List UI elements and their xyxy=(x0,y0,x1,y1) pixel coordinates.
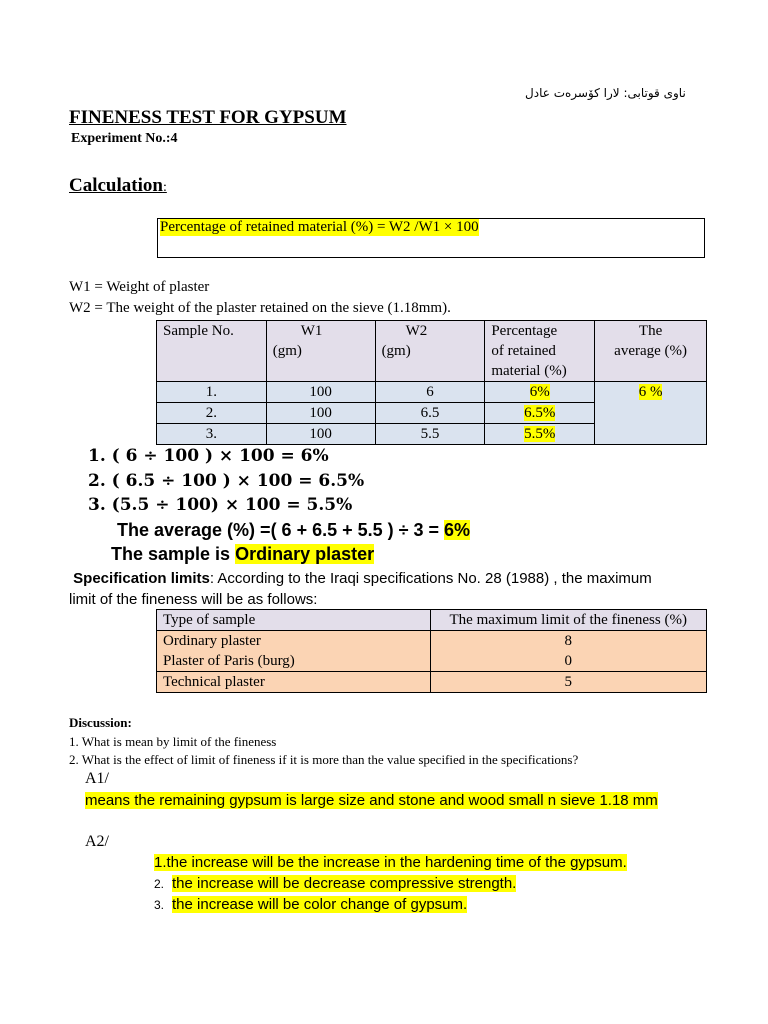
question-2: 2. What is the effect of limit of fineness if it is more than the value specified in the specifications? xyxy=(69,752,579,767)
sample-type-result: Ordinary plaster xyxy=(235,544,375,564)
formula-text: Percentage of retained material (%) = W2 /W1 × 100 xyxy=(160,219,479,235)
header-type: Type of sample xyxy=(157,610,431,631)
sample-type-line: The sample is Ordinary plaster xyxy=(111,544,375,564)
equation-3: 3. (5.5 ÷ 100) × 100 = 5.5% xyxy=(88,495,353,515)
table-row xyxy=(157,631,707,672)
table-row xyxy=(157,382,707,403)
average-cell: 6 % xyxy=(595,382,707,445)
calculation-heading-text: Calculation xyxy=(69,175,163,196)
w1-definition: W1 = Weight of plaster xyxy=(69,279,210,295)
w2-cell: 6.5 xyxy=(375,403,485,424)
header-percentage: Percentage of retained material (%) xyxy=(485,321,595,382)
w2-cell: 5.5 xyxy=(375,424,485,445)
value-cell: 0 xyxy=(564,653,572,669)
results-table xyxy=(156,320,707,445)
equation-1: 1. ( 6 ÷ 100 ) × 100 = 6% xyxy=(88,446,329,466)
answer-2-item: 2. the increase will be decrease compressive strength. xyxy=(154,875,517,892)
specification-paragraph xyxy=(69,568,669,610)
header-max-limit: The maximum limit of the fineness (%) xyxy=(430,610,707,631)
header-w2: W2 (gm) xyxy=(375,321,485,382)
percentage-cell: 6% xyxy=(485,382,595,403)
type-cell: Plaster of Paris (burg) xyxy=(163,653,295,669)
answer-2-item: 3. the increase will be color change of gypsum. xyxy=(154,896,468,913)
sample-cell: 3. xyxy=(157,424,267,445)
average-line: The average (%) =( 6 + 6.5 + 5.5 ) ÷ 3 = 6% xyxy=(117,520,471,540)
value-cell: 5 xyxy=(430,672,707,693)
question-1: 1. What is mean by limit of the fineness xyxy=(69,734,277,749)
percentage-cell: 5.5% xyxy=(485,424,595,445)
header-w1: W1 (gm) xyxy=(266,321,375,382)
percentage-cell: 6.5% xyxy=(485,403,595,424)
answer-2-label: A2/ xyxy=(85,833,109,850)
w1-cell: 100 xyxy=(266,403,375,424)
student-name: ناوی قوتابی: لارا کۆسرەت عادل xyxy=(525,86,686,100)
answer-1-text: means the remaining gypsum is large size and stone and wood small n sieve 1.18 mm xyxy=(85,792,658,809)
value-cell: 8 xyxy=(564,633,572,649)
header-sample-no: Sample No. xyxy=(157,321,267,382)
specification-text: : According to the Iraqi specifications No. 28 (1988) , the maximum limit of the fineness will be as follows: xyxy=(69,570,652,608)
average-result: 6% xyxy=(444,520,471,540)
specification-label: Specification limits xyxy=(73,570,210,587)
calculation-heading-colon: : xyxy=(162,180,167,195)
table-row xyxy=(157,672,707,693)
page-title: FINENESS TEST FOR GYPSUM xyxy=(69,107,347,128)
w1-cell: 100 xyxy=(266,382,375,403)
calculation-heading xyxy=(69,175,167,197)
results-header-row xyxy=(157,321,707,382)
answer-1-label: A1/ xyxy=(85,770,109,787)
header-average: The average (%) xyxy=(595,321,707,382)
experiment-number: Experiment No.:4 xyxy=(71,131,178,146)
limits-header-row xyxy=(157,610,707,631)
answer-2-item: 1.the increase will be the increase in the hardening time of the gypsum. xyxy=(154,854,627,871)
limits-table xyxy=(156,609,707,693)
w2-definition: W2 = The weight of the plaster retained on the sieve (1.18mm). xyxy=(69,300,451,316)
sample-cell: 1. xyxy=(157,382,267,403)
w2-cell: 6 xyxy=(375,382,485,403)
type-cell: Ordinary plaster xyxy=(163,633,261,649)
equation-2: 2. ( 6.5 ÷ 100 ) × 100 = 6.5% xyxy=(88,471,365,491)
type-cell: Technical plaster xyxy=(157,672,431,693)
discussion-heading: Discussion: xyxy=(69,715,132,730)
sample-cell: 2. xyxy=(157,403,267,424)
w1-cell: 100 xyxy=(266,424,375,445)
